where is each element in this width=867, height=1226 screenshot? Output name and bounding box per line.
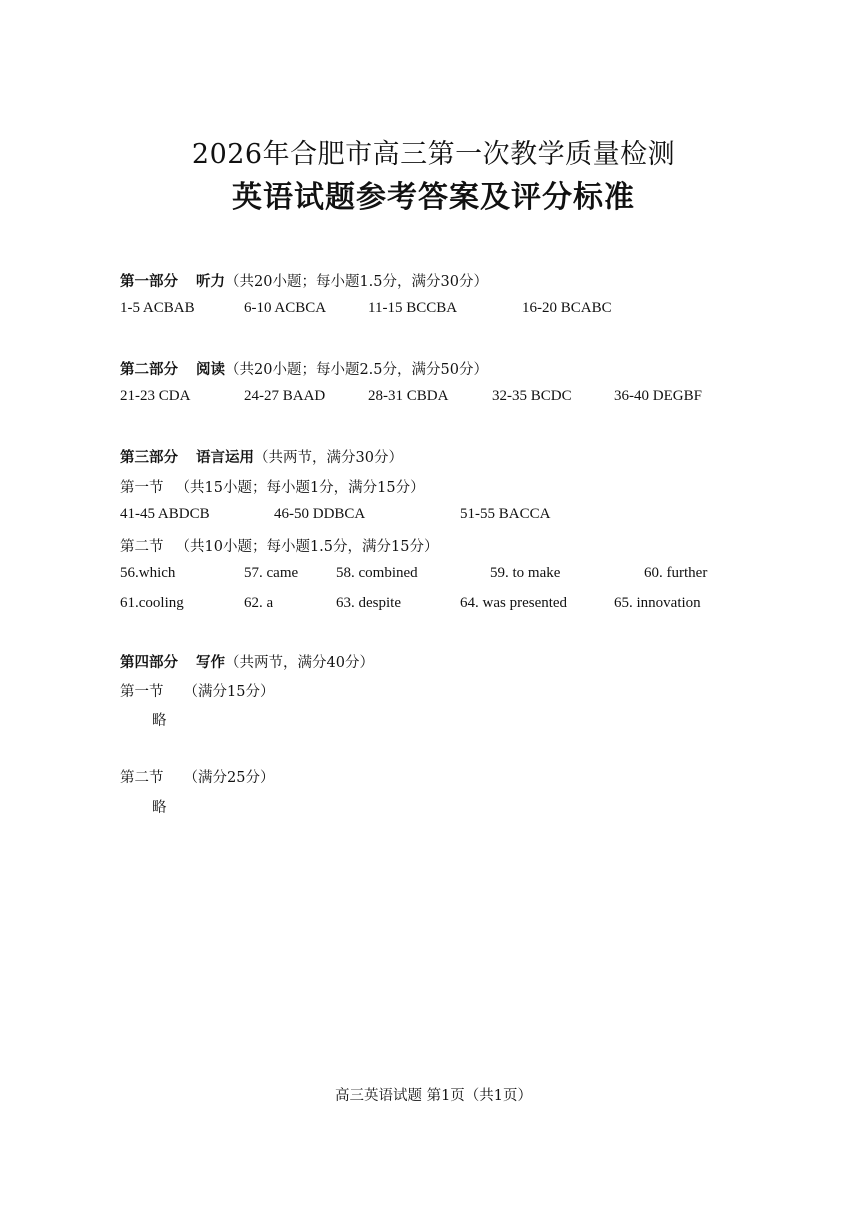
answer-group: 11-15 BCCBA	[368, 300, 458, 316]
part4-section1-name: 第一节	[120, 684, 164, 700]
part3-name: 第三部分	[120, 449, 178, 466]
part3-section2-note: （共10小题；每小题1.5分，满分15分）	[175, 539, 439, 555]
answer-group: 1-5 ACBAB	[120, 300, 195, 316]
answer-group: 32-35 BCDC	[492, 388, 572, 404]
part1-answers	[0, 300, 867, 320]
part4-section1-content: 略	[152, 713, 167, 729]
part4-section2-heading	[120, 766, 274, 787]
answer-group: 51-55 BACCA	[460, 506, 551, 522]
answer-group: 24-27 BAAD	[244, 388, 326, 404]
part3-section2-heading	[120, 535, 438, 556]
part1-heading	[120, 270, 488, 291]
part3-section1-answers	[0, 506, 867, 526]
part1-name: 第一部分	[120, 273, 178, 290]
answer-item: 57. came	[244, 565, 299, 581]
answer-group: 41-45 ABDCB	[120, 506, 210, 522]
answer-group: 16-20 BCABC	[522, 300, 612, 316]
answer-group: 46-50 DDBCA	[274, 506, 366, 522]
answer-item: 59. to make	[490, 565, 561, 581]
part3-heading	[120, 446, 403, 467]
part4-section2-content: 略	[152, 800, 167, 816]
page-footer: 高三英语试题 第1页（共1页）	[334, 1088, 533, 1104]
answer-item: 62. a	[244, 595, 274, 611]
part4-section2-name: 第二节	[120, 770, 164, 786]
part4-heading	[120, 651, 374, 672]
answer-item: 56.which	[120, 565, 176, 581]
part4-name: 第四部分	[120, 654, 178, 671]
part2-name: 第二部分	[120, 361, 178, 378]
part2-answers	[0, 388, 867, 408]
part3-label: 语言运用	[196, 449, 254, 466]
part3-note: （共两节，满分30分）	[254, 450, 403, 466]
answer-group: 6-10 ACBCA	[244, 300, 327, 316]
part1-note: （共20小题；每小题1.5分，满分30分）	[225, 274, 488, 290]
part2-heading	[120, 358, 488, 379]
answer-item: 64. was presented	[460, 595, 568, 611]
part1-label: 听力	[196, 273, 225, 290]
part4-section1-note: （满分15分）	[183, 684, 275, 700]
document-subtitle: 英语试题参考答案及评分标准	[232, 180, 635, 215]
answer-item: 63. despite	[336, 595, 401, 611]
part3-section2-answers-row1	[0, 565, 867, 585]
document-title: 2026年合肥市高三第一次教学质量检测	[191, 139, 676, 170]
part3-section1-note: （共15小题；每小题1分，满分15分）	[175, 480, 425, 496]
answer-item: 58. combined	[336, 565, 418, 581]
part3-section1-name: 第一节	[120, 480, 164, 496]
answer-item: 61.cooling	[120, 595, 184, 611]
answer-group: 36-40 DEGBF	[614, 388, 702, 404]
part3-section2-answers-row2	[0, 595, 867, 615]
part4-note: （共两节，满分40分）	[225, 655, 374, 671]
part3-section1-heading	[120, 476, 425, 497]
answer-group: 28-31 CBDA	[368, 388, 449, 404]
part3-section2-name: 第二节	[120, 539, 164, 555]
answer-item: 65. innovation	[614, 595, 701, 611]
answer-group: 21-23 CDA	[120, 388, 191, 404]
part4-section1-heading	[120, 680, 274, 701]
part2-note: （共20小题；每小题2.5分，满分50分）	[225, 362, 488, 378]
part4-label: 写作	[196, 654, 225, 671]
answer-item: 60. further	[644, 565, 708, 581]
part2-label: 阅读	[196, 361, 225, 378]
part4-section2-note: （满分25分）	[183, 770, 275, 786]
